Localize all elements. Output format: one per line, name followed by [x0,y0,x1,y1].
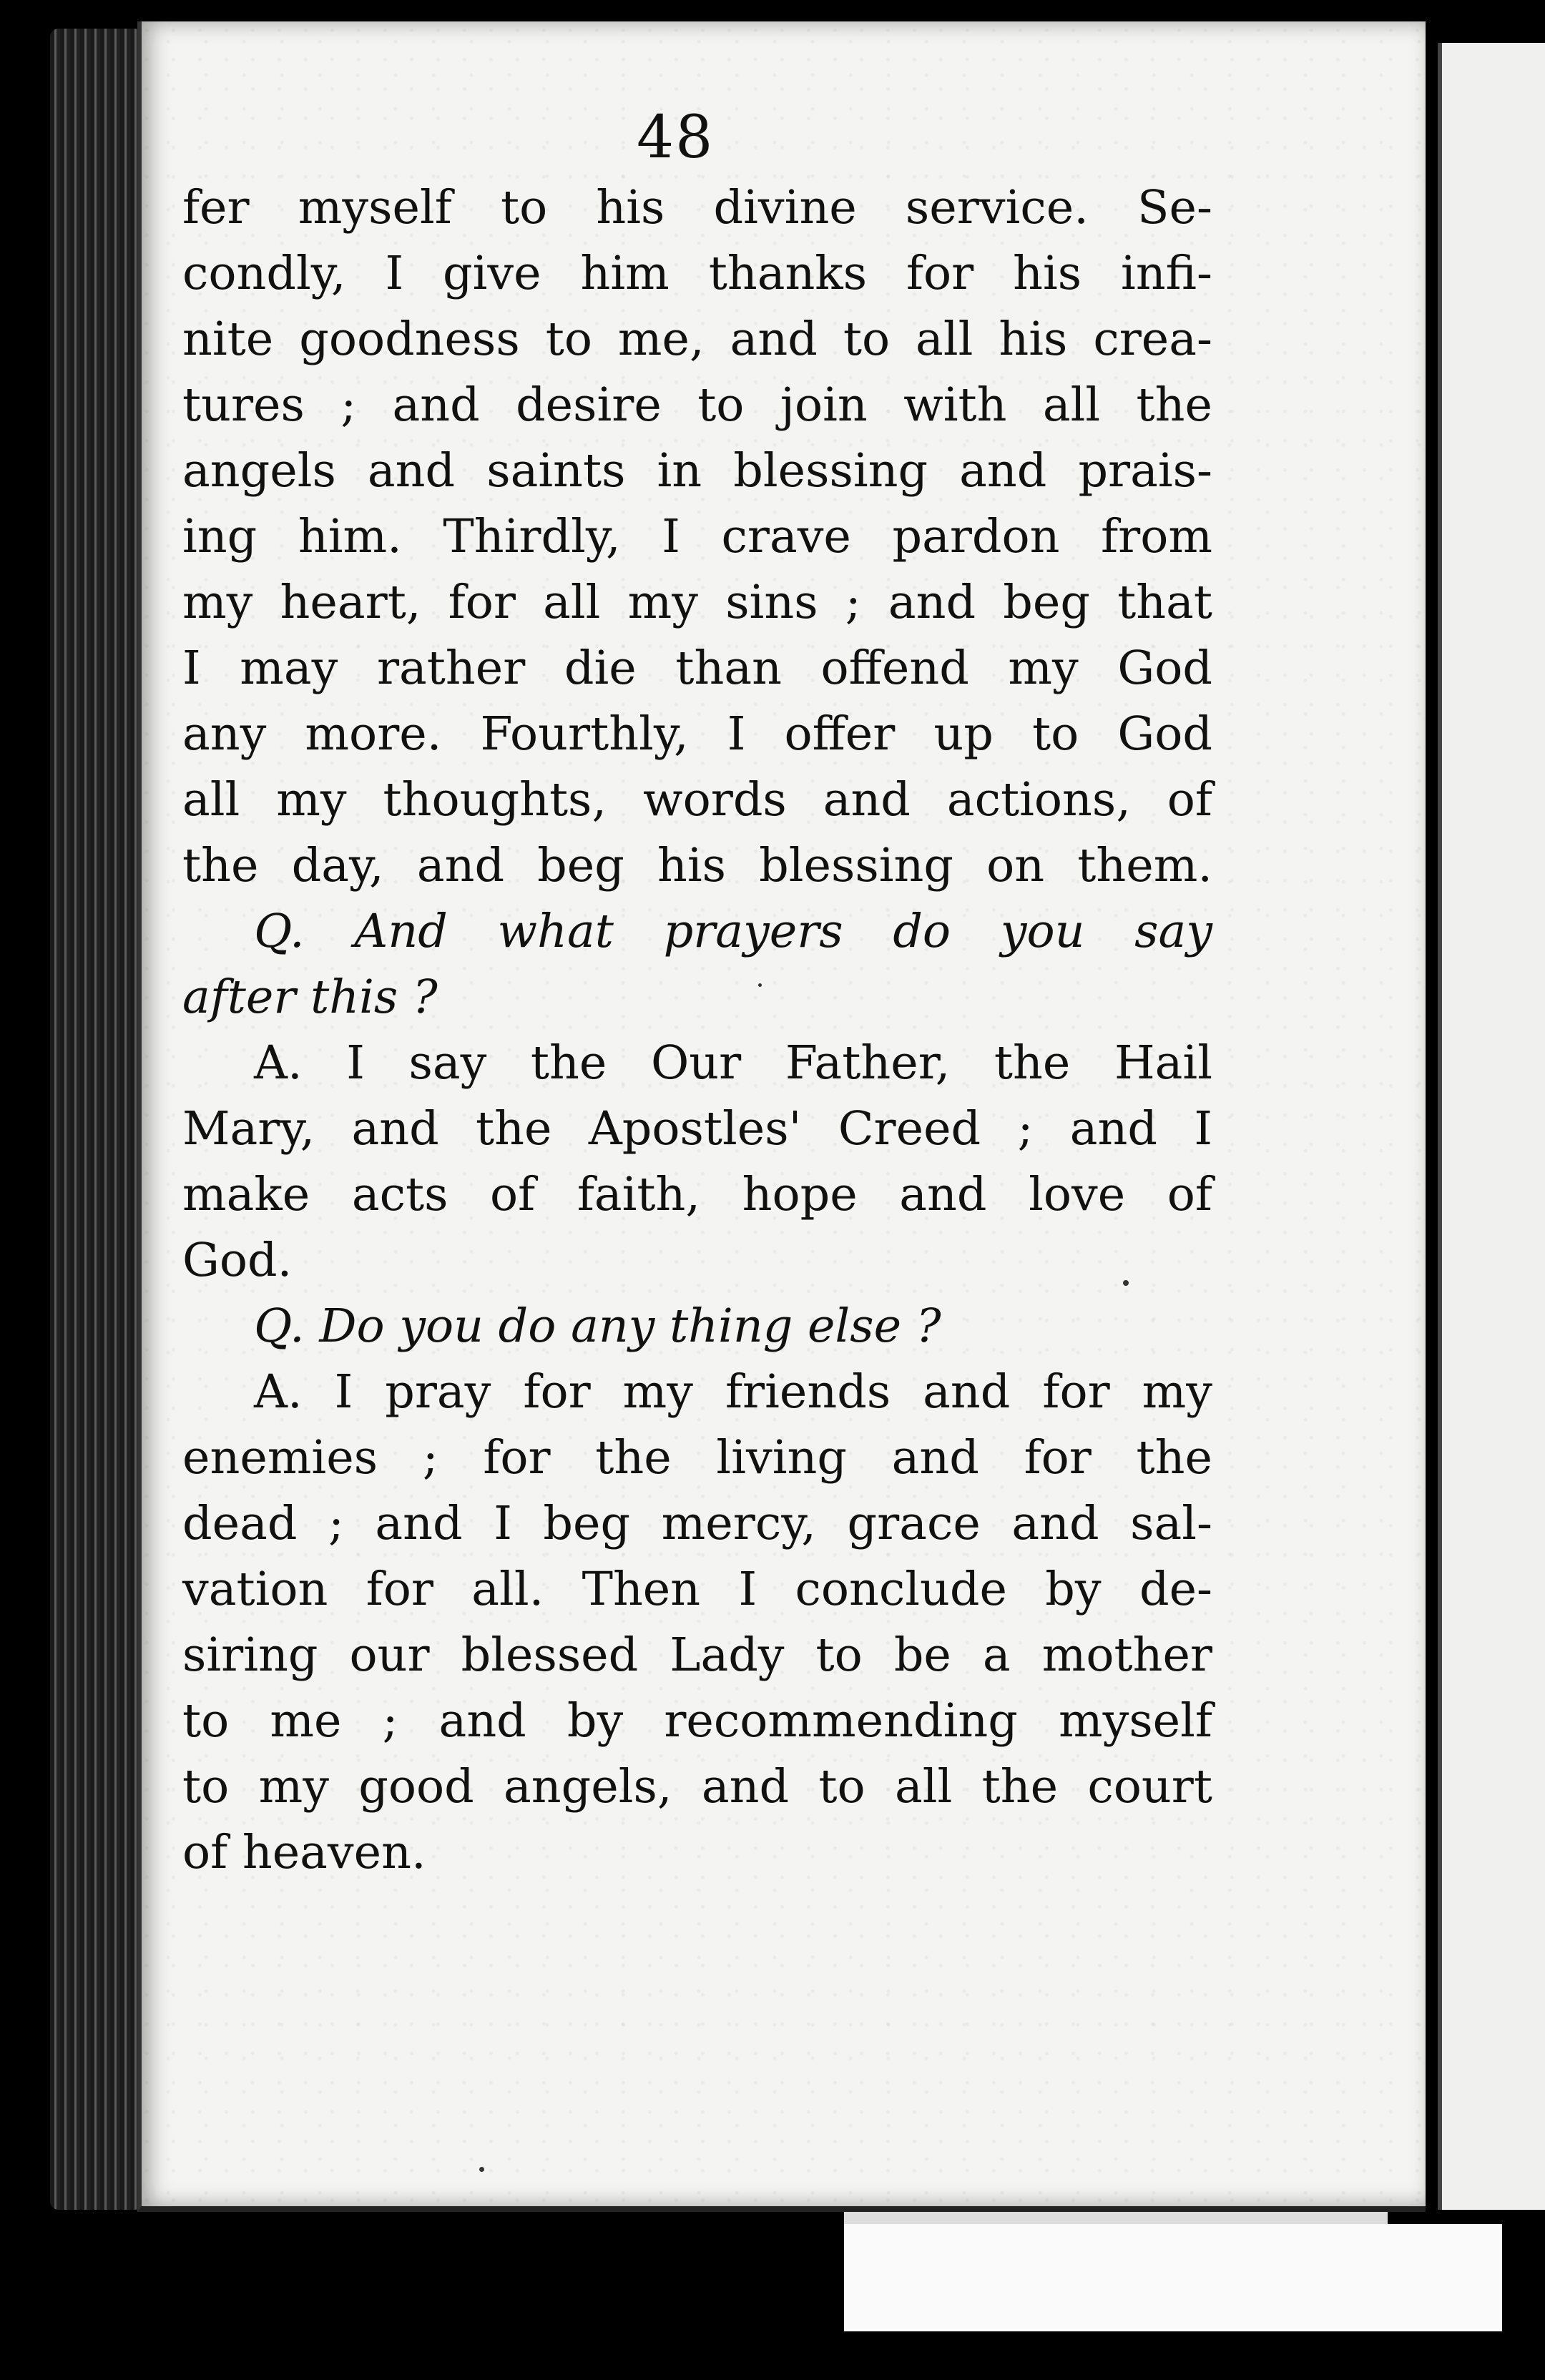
text-line: enemies ; for the living and for the [182,1431,1212,1485]
paper-tab [844,2224,1502,2331]
text-line: tures ; and desire to join with all the [182,378,1212,432]
text-line: nite goodness to me, and to all his crea- [182,313,1212,366]
text-line: fer myself to his divine service. Se- [182,181,1212,235]
text-line: Mary, and the Apostles' Creed ; and I [182,1102,1212,1156]
book-fore-edge [50,29,143,2210]
text-line: the day, and beg his blessing on them. [182,839,1212,892]
text-line: I may rather die than offend my God [182,641,1212,695]
text-line: condly, I give him thanks for his infi- [182,247,1212,300]
text-line: A. I pray for my friends and for my [254,1365,1212,1419]
text-line: my heart, for all my sins ; and beg that [182,576,1212,629]
text-line: all my thoughts, words and actions, of [182,773,1212,827]
text-line: ing him. Thirdly, I crave pardon from [182,510,1212,564]
text-line: of heaven. [182,1826,426,1879]
text-line: to my good angels, and to all the court [182,1760,1212,1814]
question-line: Q. Do you do any thing else ? [254,1299,941,1353]
question-line: after this ? [182,970,438,1024]
text-line: dead ; and I beg mercy, grace and sal- [182,1497,1212,1550]
text-line: vation for all. Then I conclude by de- [182,1563,1212,1616]
facing-page-edge [1438,43,1545,2210]
text-line: A. I say the Our Father, the Hail [254,1036,1212,1090]
page-number: 48 [637,104,715,172]
ink-speck [758,983,762,987]
text-line: God. [182,1234,293,1287]
text-line: angels and saints in blessing and prais- [182,444,1212,498]
text-line: siring our blessed Lady to be a mother [182,1628,1212,1682]
page-text [182,175,1212,1886]
text-line: any more. Fourthly, I offer up to God [182,707,1212,761]
ink-speck [479,2167,484,2172]
text-line: make acts of faith, hope and love of [182,1168,1212,1221]
ink-speck [1123,1280,1129,1286]
question-line: Q. And what prayers do you say [254,905,1212,958]
text-line: to me ; and by recommending myself [182,1694,1212,1748]
